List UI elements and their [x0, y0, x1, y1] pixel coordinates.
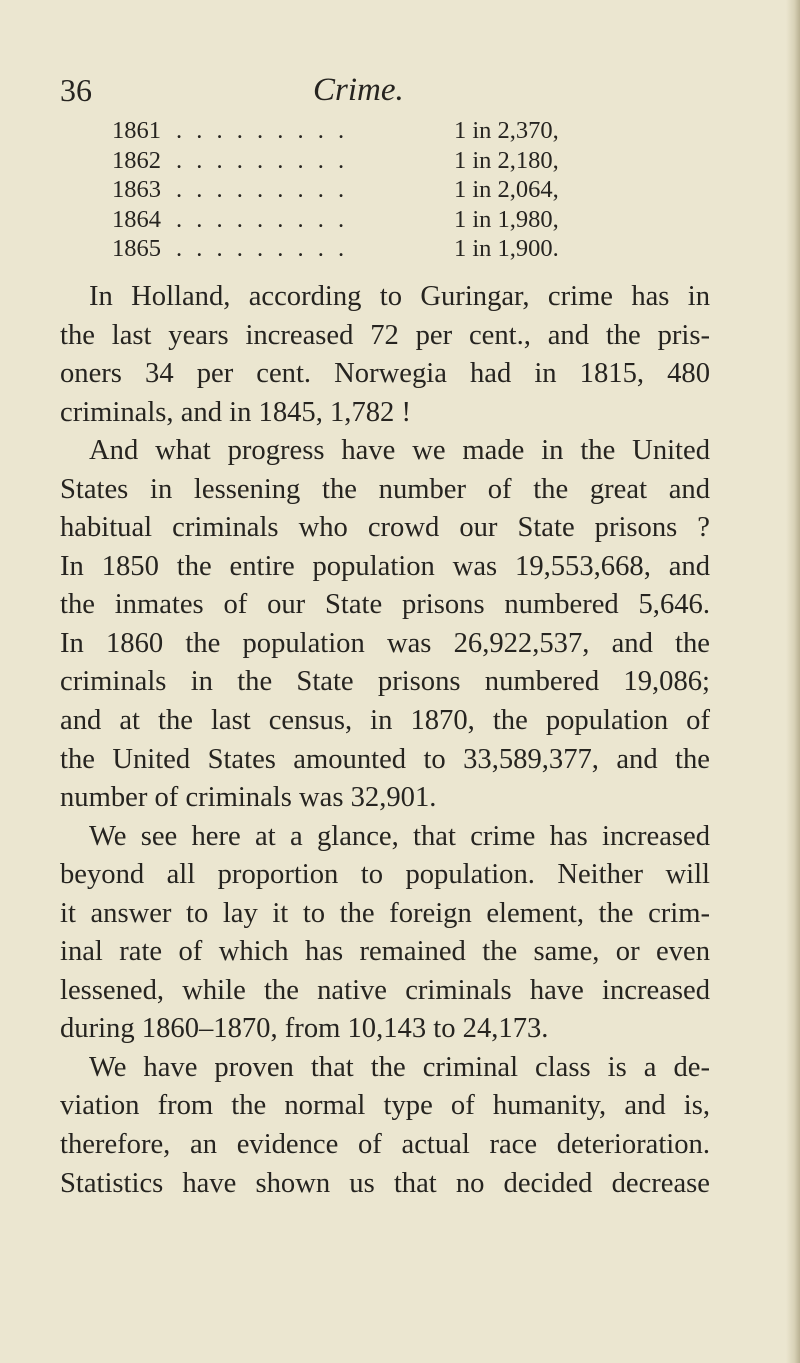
text-line: States in lessening the number of the great and	[60, 473, 710, 505]
text-line: it answer to lay it to the foreign element, the crim-	[60, 897, 710, 929]
text-line: We see here at a glance, that crime has increased	[89, 820, 710, 852]
stat-leader-dots: . . . . . . . . .	[176, 117, 349, 144]
page-edge-shadow	[786, 0, 800, 1363]
stat-year: 1864	[112, 205, 161, 233]
stat-ratio: 1 in 2,370,	[454, 117, 559, 144]
stat-leader-dots: . . . . . . . . .	[176, 205, 349, 233]
stat-row-1865	[112, 234, 632, 264]
text-line: lessened, while the native criminals have increased	[60, 974, 710, 1006]
text-line: number of criminals was 32,901.	[60, 782, 437, 814]
body-text	[60, 278, 710, 1203]
text-line: We have proven that the criminal class is a de-	[89, 1051, 710, 1083]
stat-leader-dots: . . . . . . . . .	[176, 235, 349, 262]
text-line: during 1860–1870, from 10,143 to 24,173.	[60, 1013, 549, 1045]
stat-ratio: 1 in 2,180,	[454, 146, 559, 174]
stat-row-1863	[112, 175, 632, 205]
text-line: beyond all proportion to population. Neither will	[60, 859, 710, 891]
stat-year: 1862	[112, 146, 161, 174]
text-line: And what progress have we made in the United	[89, 435, 710, 467]
stat-leader-dots: . . . . . . . . .	[176, 146, 349, 174]
text-line: In 1850 the entire population was 19,553,668, and	[60, 550, 710, 582]
stat-ratio: 1 in 2,064,	[454, 176, 559, 203]
text-line: therefore, an evidence of actual race deterioration.	[60, 1129, 710, 1161]
stat-row-1864	[112, 205, 632, 235]
stat-leader-dots: . . . . . . . . .	[176, 176, 349, 203]
text-line: the last years increased 72 per cent., and the pris-	[60, 319, 710, 351]
stat-year: 1861	[112, 117, 161, 144]
text-line: viation from the normal type of humanity, and is,	[60, 1090, 710, 1122]
text-line: Statistics have shown us that no decided decrease	[60, 1167, 710, 1199]
stat-ratio: 1 in 1,900.	[454, 235, 559, 262]
stat-year: 1865	[112, 235, 161, 262]
text-line: In 1860 the population was 26,922,537, and the	[60, 627, 710, 659]
text-line: the inmates of our State prisons numbered 5,646.	[60, 589, 710, 621]
text-line: and at the last census, in 1870, the population of	[60, 705, 710, 737]
running-title: Crime.	[313, 72, 404, 108]
text-line: inal rate of which has remained the same, or even	[60, 936, 710, 968]
text-line: criminals in the State prisons numbered 19,086;	[60, 666, 710, 698]
text-line: In Holland, according to Guringar, crime has in	[89, 281, 710, 312]
text-line: criminals, and in 1845, 1,782 !	[60, 396, 412, 428]
stat-year: 1863	[112, 176, 161, 203]
text-line: oners 34 per cent. Norwegia had in 1815, 480	[60, 358, 710, 390]
stat-row-1862	[112, 146, 632, 176]
text-line: habitual criminals who crowd our State prisons ?	[60, 512, 710, 544]
stat-row-1861	[112, 116, 632, 146]
page-header	[60, 72, 660, 112]
crime-ratio-table	[112, 116, 632, 264]
stat-ratio: 1 in 1,980,	[454, 205, 559, 233]
text-line: the United States amounted to 33,589,377, and the	[60, 743, 710, 775]
page-number: 36	[60, 72, 92, 108]
